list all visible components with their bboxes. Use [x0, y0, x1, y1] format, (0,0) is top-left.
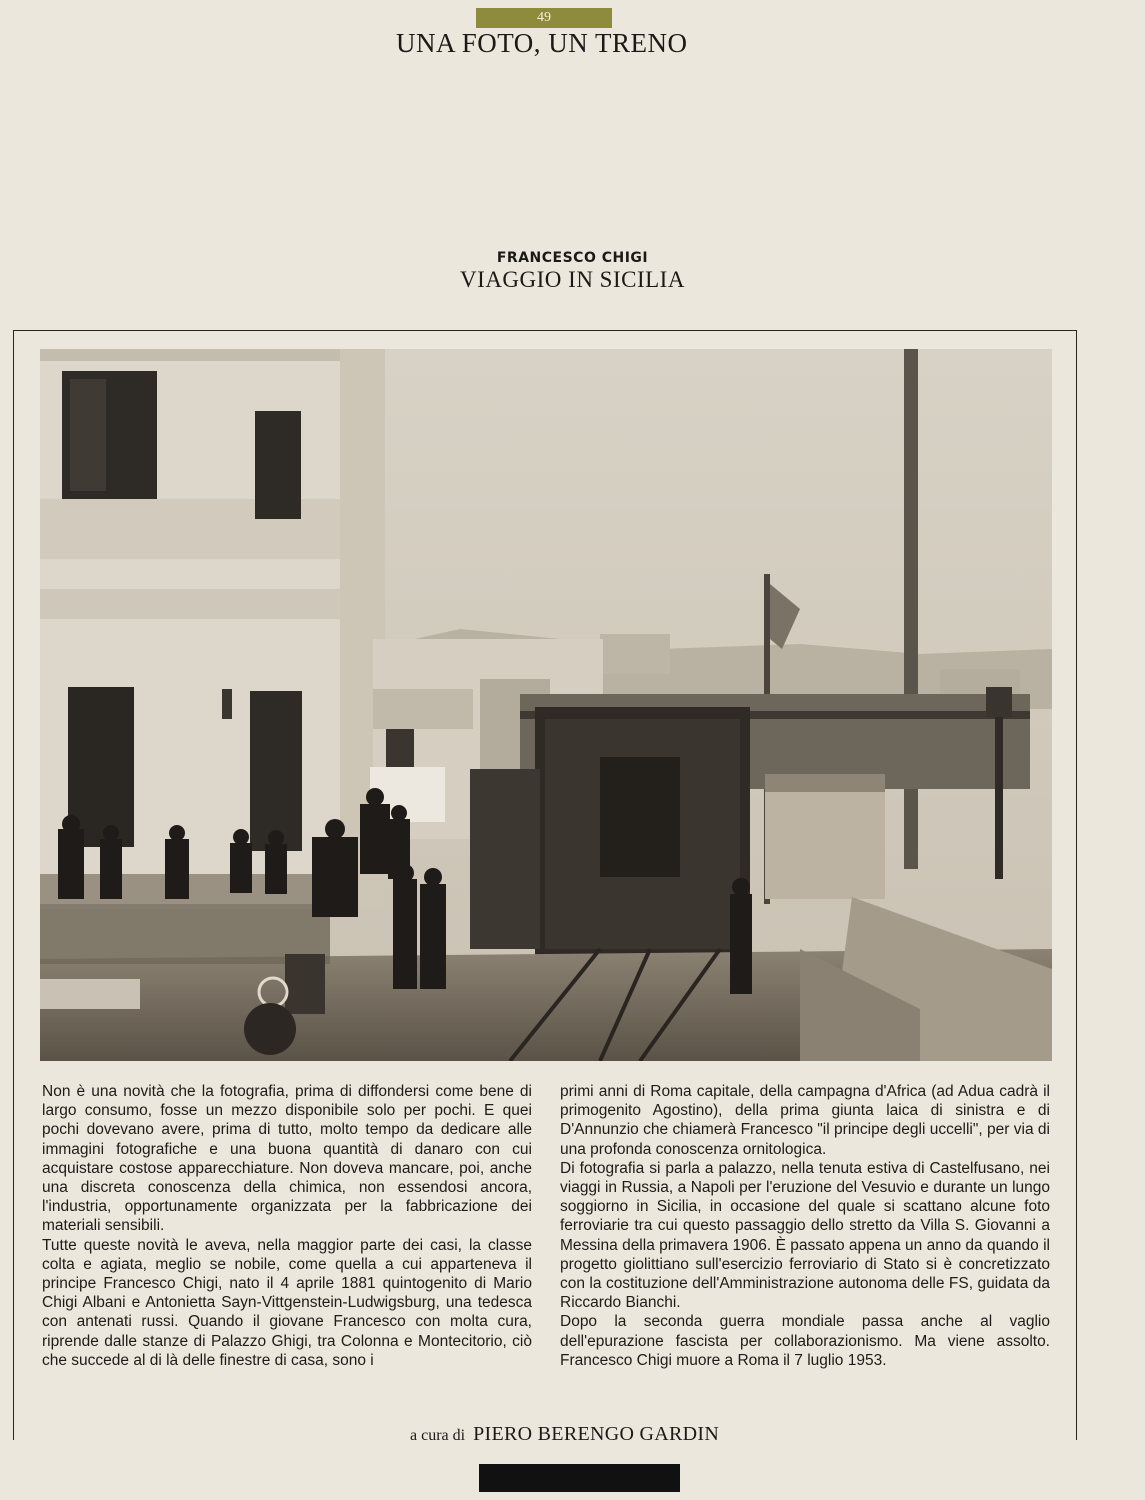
page-number: 49: [476, 8, 612, 28]
paragraph: Di fotografia si parla a palazzo, nella tenuta estiva di Castelfusano, nei viaggi in Russia, a Napoli per l'eruzione del Vesuvio e durante un lungo soggiorno in Sicilia, in occasione del quale si scattano alcune foto ferroviarie tra cui questo passaggio dello stretto da Villa S. Giovanni a Messina della primavera 1906. È passato appena un anno da quando il progetto giolittiano sull'esercizio ferroviario di Stato si è concretizzato con la costituzione dell'Amministrazione autonoma delle FS, guidata da Riccardo Bianchi.: [560, 1159, 1050, 1312]
paragraph: Tutte queste novità le aveva, nella maggior parte dei casi, la classe colta e agiata, meglio se nobile, come quella a cui apparteneva il principe Francesco Chigi, nato il 4 aprile 1881 quintogenito di Mario Chigi Albani e Antonietta Sayn-Vittgenstein-Ludwigsburg, una tedesca con antenati russi. Quando il giovane Francesco con molta cura, riprende dalle stanze di Palazzo Ghigi, tra Colonna e Montecitorio, ciò che succede al di là delle finestre di casa, sono i: [42, 1236, 532, 1369]
article-title: VIAGGIO IN SICILIA: [460, 267, 685, 292]
article-author: FRANCESCO CHIGI: [496, 250, 649, 266]
article-column-left: [42, 1082, 532, 1370]
historical-photo: [40, 349, 1052, 1061]
editor-credit: [410, 1423, 719, 1446]
paragraph: Non è una novità che la fotografia, prima di diffondersi come bene di largo consumo, fosse un mezzo disponibile solo per pochi. E quei pochi dovevano avere, prima di tutto, molto tempo da dedicare alle immagini fotografiche e una buona quantità di danaro con cui acquistare costose apparecchiature. Non doveva mancare, poi, anche una discreta conoscenza della chimica, non essendosi ancora, l'industria, opportunamente organizzata per la fabbricazione dei materiali sensibili.: [42, 1083, 532, 1235]
train-ferry-photo-illustration: [40, 349, 1052, 1061]
footer-bar: [479, 1464, 680, 1492]
paragraph: primi anni di Roma capitale, della campagna d'Africa (ad Adua cadrà il primogenito Agostino), della prima giunta laica di sinistra e di D'Annunzio che chiamerà Francesco "il principe degli uccelli", per via di una profonda conoscenza ornitologica.: [560, 1083, 1050, 1158]
credit-prefix: a cura di: [410, 1427, 466, 1444]
section-rubric: UNA FOTO, UN TRENO: [396, 28, 688, 58]
credit-name: PIERO BERENGO GARDIN: [473, 1423, 720, 1445]
article-column-right: [560, 1082, 1050, 1370]
paragraph: Dopo la seconda guerra mondiale passa anche al vaglio dell'epurazione fascista per collaborazionismo. Ma viene assolto. Francesco Chigi muore a Roma il 7 luglio 1953.: [560, 1313, 1050, 1369]
